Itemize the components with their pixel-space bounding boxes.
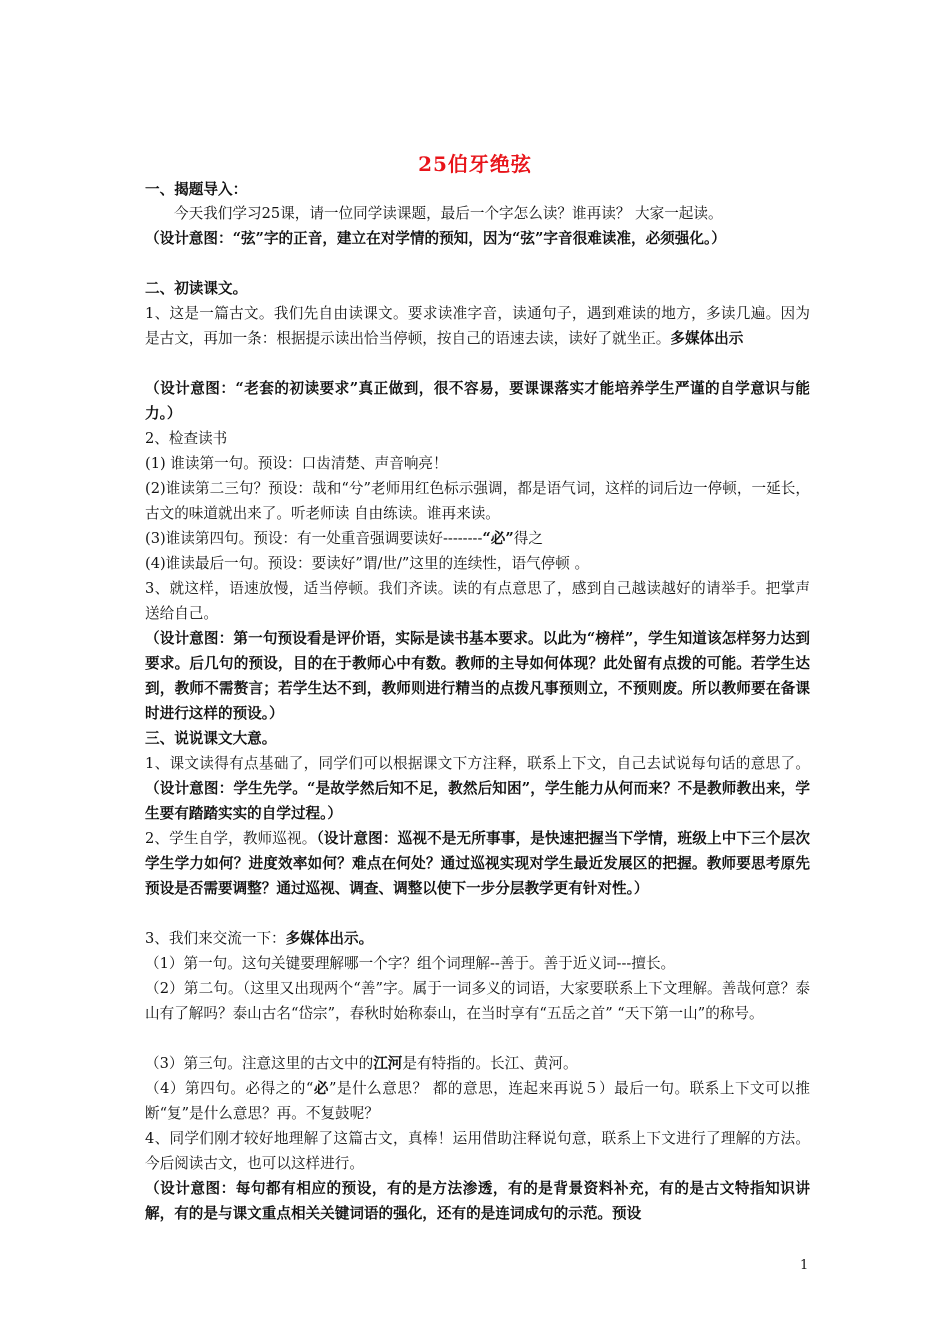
list-item: （2）第二句。（这里又出现两个“善”字。属于一词多义的词语，大家要联系上下文理解。善哉何意？泰山有了解吗？泰山古名“岱宗”，春秋时始称泰山，在当时享有“五岳之首” “天下第一山”的称号。 xyxy=(145,980,810,1022)
design-note: （设计意图：第一句预设看是评价语，实际是读书基本要求。以此为“榜样”，学生知道该怎样努力达到要求。后几句的预设，目的在于教师心中有数。教师的主导如何体现？此处留有点拨的可能。若学生达到，教师不需赘言；若学生达不到，教师则进行精当的点拨凡事预则立，不预则废。所以教师要在备课时进行这样的预设。） xyxy=(145,630,810,722)
paragraph xyxy=(145,826,810,901)
list-item: （1）第一句。这句关键要理解哪一个字？组个词理解--善于。善于近义词---擅长。 xyxy=(145,955,676,972)
paragraph: 3、就这样，语速放慢，适当停顿。我们齐读。读的有点意思了，感到自己越读越好的请举手。把掌声送给自己。 xyxy=(145,580,810,622)
emphasis: “必” xyxy=(482,530,514,547)
paragraph xyxy=(145,926,810,951)
design-note: （设计意图：“老套的初读要求”真正做到，很不容易，要课课落实才能培养学生严谨的自学意识与能力。） xyxy=(145,380,810,422)
list-item-text: 得之 xyxy=(513,530,543,547)
media-note: 多媒体出示 xyxy=(670,330,744,347)
media-note: 多媒体出示。 xyxy=(285,930,374,947)
paragraph-text: 1、课文读得有点基础了，同学们可以根据课文下方注释，联系上下文，自己去试说每句话的意思了。 xyxy=(145,755,810,772)
emphasis: 必 xyxy=(313,1080,329,1097)
list-item-text: (3)谁读第四句。预设：有一处重音强调要读好-------- xyxy=(145,530,483,547)
paragraph: 4、同学们刚才较好地理解了这篇古文，真棒！运用借助注释说句意，联系上下文进行了理解的方法。今后阅读古文，也可以这样进行。 xyxy=(145,1130,810,1172)
paragraph-text: 3、我们来交流一下： xyxy=(145,930,286,947)
list-item-text: ”是什么意思？ 都的意思，连起来再说５）最后一句。联系上下文可以推断“复”是什么意思？再。不复鼓呢？ xyxy=(145,1080,810,1122)
design-note: （设计意图：巡视不是无所事事，是快速把握当下学情，班级上中下三个层次学生学力如何？进度效率如何？难点在何处？通过巡视实现对学生最近发展区的把握。教师要思考原先预设是否需要调整？通过巡视、调查、调整以使下一步分层教学更有针对性。） xyxy=(145,830,810,897)
paragraph: 2、检查读书 xyxy=(145,430,228,447)
list-item: (4)谁读最后一句。预设：要读好”谓/世/”这里的连续性，语气停顿 。 xyxy=(145,555,590,572)
paragraph-text: 1、这是一篇古文。我们先自由读课文。要求读准字音，读通句子，遇到难读的地方，多读几遍。因为是古文，再加一条：根据提示读出恰当停顿，按自己的语速去读，读好了就坐正。 xyxy=(145,305,810,347)
design-note: （设计意图：学生先学。“是故学然后知不足，教然后知困”，学生能力从何而来？不是教师教出来，学生要有踏踏实实的自学过程。） xyxy=(145,780,810,822)
emphasis: 江河 xyxy=(373,1055,403,1072)
list-item: (2)谁读第二三句？预设：哉和“兮”老师用红色标示强调，都是语气词，这样的词后边一停顿，一延长，古文的味道就出来了。听老师读 自由练读。谁再来读。 xyxy=(145,480,810,522)
list-item-text: （4）第四句。必得之的“ xyxy=(145,1080,314,1097)
list-item-text: 是有特指的。长江、黄河。 xyxy=(402,1055,578,1072)
section-heading-3: 三、说说课文大意。 xyxy=(145,730,277,747)
paragraph: 今天我们学习25课，请一位同学读课题，最后一个字怎么读？谁再读？ 大家一起读。 xyxy=(174,205,723,222)
page-number: 1 xyxy=(800,1258,809,1273)
list-item: (1) 谁读第一句。预设：口齿清楚、声音响亮！ xyxy=(145,455,448,472)
paragraph xyxy=(145,301,810,351)
design-note: （设计意图：每句都有相应的预设，有的是方法渗透，有的是背景资料补充，有的是古文特指知识讲解，有的是与课文重点相关关键词语的强化，还有的是连词成句的示范。预设 xyxy=(145,1180,810,1222)
page-title: 25伯牙绝弦 xyxy=(418,152,532,176)
list-item xyxy=(145,1076,810,1126)
section-heading-1: 一、揭题导入： xyxy=(145,181,248,198)
list-item-text: （3）第三句。注意这里的古文中的 xyxy=(145,1055,374,1072)
list-item xyxy=(145,1051,810,1076)
section-heading-2: 二、初读课文。 xyxy=(145,280,248,297)
design-note: （设计意图：“弦”字的正音，建立在对学情的预知，因为“弦”字音很难读准，必须强化。） xyxy=(145,230,726,247)
list-item xyxy=(145,526,810,551)
paragraph xyxy=(145,751,810,826)
paragraph-text: 2、学生自学，教师巡视。 xyxy=(145,830,317,847)
